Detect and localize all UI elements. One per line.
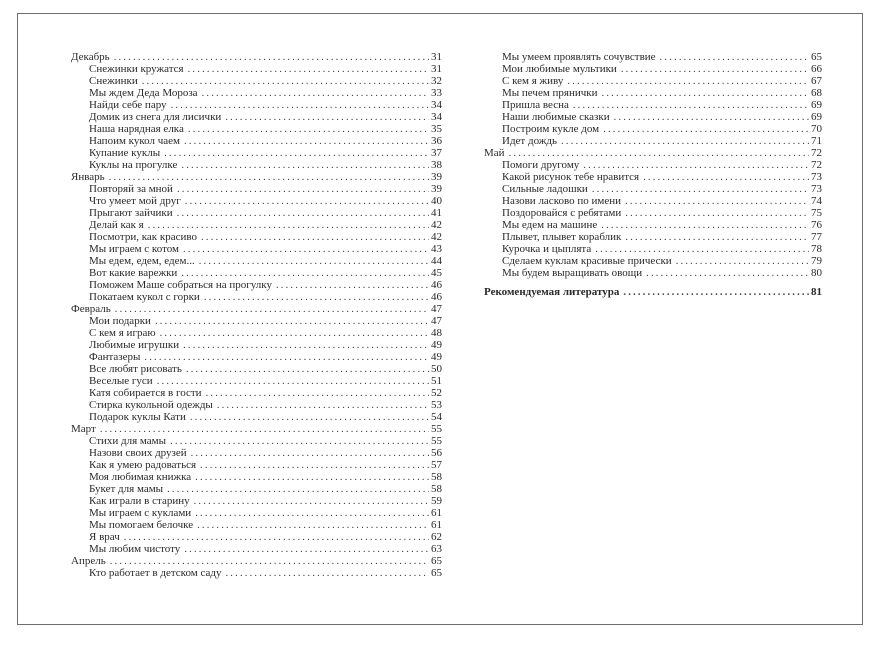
toc-entry-title: Наша нарядная елка bbox=[89, 123, 184, 135]
page-number: 75 bbox=[811, 207, 822, 219]
toc-section-title: Апрель bbox=[71, 555, 106, 567]
toc-item-row bbox=[71, 339, 442, 351]
toc-item-row bbox=[484, 135, 822, 147]
page-number: 79 bbox=[811, 255, 822, 267]
toc-entry-title: Мы помогаем белочке bbox=[89, 519, 194, 531]
page-number: 42 bbox=[431, 231, 442, 243]
page-number: 56 bbox=[431, 447, 442, 459]
toc-entry-title: Плывет, плывет кораблик bbox=[502, 231, 622, 243]
page-number: 78 bbox=[811, 243, 822, 255]
toc-entry-title: Идет дождь bbox=[502, 135, 558, 147]
page-number: 34 bbox=[431, 99, 442, 111]
toc-entry-title: Мои подарки bbox=[89, 315, 151, 327]
toc-item-row bbox=[71, 207, 442, 219]
page-number: 77 bbox=[811, 231, 822, 243]
toc-entry-title: Стирка кукольной одежды bbox=[89, 399, 213, 411]
toc-item-row bbox=[71, 243, 442, 255]
toc-item-row bbox=[71, 495, 442, 507]
page-number: 37 bbox=[431, 147, 442, 159]
page-number: 48 bbox=[431, 327, 442, 339]
page-number: 57 bbox=[431, 459, 442, 471]
toc-item-row bbox=[484, 195, 822, 207]
page-number: 58 bbox=[431, 471, 442, 483]
page-number: 31 bbox=[431, 63, 442, 75]
toc-section-header-row bbox=[71, 423, 442, 435]
page-number: 72 bbox=[811, 147, 822, 159]
toc-entry-title: Моя любимая книжка bbox=[89, 471, 192, 483]
toc-item-row bbox=[484, 51, 822, 63]
book-page bbox=[17, 13, 863, 625]
toc-entry-title: Мы играем с котом bbox=[89, 243, 179, 255]
toc-entry-title: Мы ждем Деда Мороза bbox=[89, 87, 198, 99]
toc-section-header-row bbox=[71, 303, 442, 315]
toc-entry-title: Поможем Маше собраться на прогулку bbox=[89, 279, 272, 291]
toc-entry-title: Букет для мамы bbox=[89, 483, 164, 495]
page-number: 62 bbox=[431, 531, 442, 543]
toc-item-row bbox=[484, 207, 822, 219]
page-number: 59 bbox=[431, 495, 442, 507]
toc-entry-title: Поздоровайся с ребятами bbox=[502, 207, 622, 219]
toc-item-row bbox=[484, 87, 822, 99]
toc-entry-title: Мы печем прянички bbox=[502, 87, 598, 99]
toc-column-right bbox=[484, 51, 822, 298]
toc-item-row bbox=[71, 231, 442, 243]
page-number: 31 bbox=[431, 51, 442, 63]
toc-entry-title: Делай как я bbox=[89, 219, 144, 231]
toc-column-left bbox=[71, 51, 442, 579]
toc-section-title: Февраль bbox=[71, 303, 111, 315]
page-number: 50 bbox=[431, 363, 442, 375]
toc-item-row bbox=[71, 375, 442, 387]
toc-item-row bbox=[484, 255, 822, 267]
toc-entry-title: Найди себе пару bbox=[89, 99, 167, 111]
page-number: 71 bbox=[811, 135, 822, 147]
toc-entry-title: Я врач bbox=[89, 531, 120, 543]
toc-item-row bbox=[71, 531, 442, 543]
page-number: 72 bbox=[811, 159, 822, 171]
page-number: 47 bbox=[431, 315, 442, 327]
toc-item-row bbox=[484, 267, 822, 279]
toc-item-row bbox=[484, 219, 822, 231]
toc-item-row bbox=[71, 255, 442, 267]
dot-leader bbox=[225, 567, 429, 580]
toc-item-row bbox=[71, 147, 442, 159]
page-number: 55 bbox=[431, 435, 442, 447]
toc-entry-title: Стихи для мамы bbox=[89, 435, 167, 447]
toc-entry-title: Курочка и цыплята bbox=[502, 243, 592, 255]
toc-item-row bbox=[71, 111, 442, 123]
toc-entry-title: Вот какие варежки bbox=[89, 267, 178, 279]
page-number: 81 bbox=[811, 286, 822, 298]
toc-item-row bbox=[71, 63, 442, 75]
page-number: 58 bbox=[431, 483, 442, 495]
page-number: 69 bbox=[811, 111, 822, 123]
toc-item-row bbox=[71, 363, 442, 375]
toc-item-row bbox=[71, 315, 442, 327]
toc-section-header-row bbox=[484, 147, 822, 159]
toc-section-header-row bbox=[71, 171, 442, 183]
page-number: 73 bbox=[811, 171, 822, 183]
page-number: 39 bbox=[431, 183, 442, 195]
toc-entry-title: Мы едем, едем, едем... bbox=[89, 255, 195, 267]
toc-entry-title: Повторяй за мной bbox=[89, 183, 173, 195]
page-number: 74 bbox=[811, 195, 822, 207]
page-number: 65 bbox=[811, 51, 822, 63]
toc-entry-title: Мы будем выращивать овощи bbox=[502, 267, 643, 279]
toc-entry-title: С кем я живу bbox=[502, 75, 564, 87]
toc-entry-title: Наши любимые сказки bbox=[502, 111, 610, 123]
toc-item-row bbox=[71, 519, 442, 531]
toc-entry-title: Как играли в старину bbox=[89, 495, 190, 507]
toc-entry-title: Снежинки bbox=[89, 75, 138, 87]
page-number: 80 bbox=[811, 267, 822, 279]
page-number: 61 bbox=[431, 519, 442, 531]
toc-item-row bbox=[71, 99, 442, 111]
page-number: 42 bbox=[431, 219, 442, 231]
page-number: 46 bbox=[431, 291, 442, 303]
page-number: 54 bbox=[431, 411, 442, 423]
toc-entry-title: Мы любим чистоту bbox=[89, 543, 181, 555]
page-number: 65 bbox=[431, 555, 442, 567]
toc-item-row bbox=[71, 267, 442, 279]
toc-item-row bbox=[71, 459, 442, 471]
toc-item-row bbox=[484, 183, 822, 195]
toc-entry-title: Снежинки кружатся bbox=[89, 63, 184, 75]
page-number: 53 bbox=[431, 399, 442, 411]
toc-item-row bbox=[71, 435, 442, 447]
page-number: 66 bbox=[811, 63, 822, 75]
page-number: 41 bbox=[431, 207, 442, 219]
page-number: 49 bbox=[431, 339, 442, 351]
page-number: 43 bbox=[431, 243, 442, 255]
toc-section-header-row bbox=[71, 51, 442, 63]
toc-item-row bbox=[71, 123, 442, 135]
toc-entry-title: Какой рисунок тебе нравится bbox=[502, 171, 640, 183]
toc-item-row bbox=[484, 171, 822, 183]
toc-item-row bbox=[71, 291, 442, 303]
page-number: 69 bbox=[811, 99, 822, 111]
toc-entry-title: Мы едем на машине bbox=[502, 219, 598, 231]
toc-entry-title: Купание куклы bbox=[89, 147, 161, 159]
toc-item-row bbox=[484, 99, 822, 111]
page-number: 44 bbox=[431, 255, 442, 267]
page-number: 34 bbox=[431, 111, 442, 123]
toc-entry-title: Построим кукле дом bbox=[502, 123, 600, 135]
toc-entry-title: Мы играем с куклами bbox=[89, 507, 192, 519]
page-number: 51 bbox=[431, 375, 442, 387]
toc-item-row bbox=[484, 159, 822, 171]
page-number: 46 bbox=[431, 279, 442, 291]
toc-entry-title: Сделаем куклам красивые прически bbox=[502, 255, 672, 267]
toc-item-row bbox=[71, 411, 442, 423]
toc-entry-title: Назови ласково по имени bbox=[502, 195, 621, 207]
toc-item-row bbox=[71, 447, 442, 459]
toc-entry-title: Напоим кукол чаем bbox=[89, 135, 180, 147]
toc-item-row bbox=[71, 183, 442, 195]
toc-entry-title: Все любят рисовать bbox=[89, 363, 182, 375]
toc-section-title: Рекомендуемая литература bbox=[484, 286, 620, 298]
dot-leader bbox=[646, 267, 809, 280]
page-number: 35 bbox=[431, 123, 442, 135]
dot-leader bbox=[623, 286, 809, 299]
toc-entry-title: Что умеет мой друг bbox=[89, 195, 181, 207]
toc-entry-title: С кем я играю bbox=[89, 327, 156, 339]
toc-section-title: Декабрь bbox=[71, 51, 110, 63]
toc-section-header-row bbox=[71, 555, 442, 567]
page-number: 32 bbox=[431, 75, 442, 87]
toc-entry-title: Подарок куклы Кати bbox=[89, 411, 186, 423]
toc-item-row bbox=[71, 159, 442, 171]
toc-entry-title: Куклы на прогулке bbox=[89, 159, 178, 171]
toc-item-row bbox=[484, 111, 822, 123]
toc-item-row bbox=[71, 135, 442, 147]
toc-section-title: Январь bbox=[71, 171, 105, 183]
toc-item-row bbox=[71, 507, 442, 519]
toc-entry-title: Прыгают зайчики bbox=[89, 207, 173, 219]
toc-item-row bbox=[71, 483, 442, 495]
page-number: 73 bbox=[811, 183, 822, 195]
page-number: 33 bbox=[431, 87, 442, 99]
toc-entry-title: Веселые гуси bbox=[89, 375, 153, 387]
toc-item-row bbox=[71, 327, 442, 339]
toc-section-header-row bbox=[484, 286, 822, 298]
toc-item-row bbox=[71, 279, 442, 291]
toc-item-row bbox=[71, 351, 442, 363]
toc-item-row bbox=[484, 231, 822, 243]
toc-entry-title: Пришла весна bbox=[502, 99, 569, 111]
toc-entry-title: Домик из снега для лисички bbox=[89, 111, 222, 123]
page-number: 52 bbox=[431, 387, 442, 399]
toc-item-row bbox=[484, 123, 822, 135]
toc-entry-title: Покатаем кукол с горки bbox=[89, 291, 200, 303]
page-number: 49 bbox=[431, 351, 442, 363]
page-number: 65 bbox=[431, 567, 442, 579]
toc-entry-title: Посмотри, как красиво bbox=[89, 231, 198, 243]
page-number: 36 bbox=[431, 135, 442, 147]
page-number: 68 bbox=[811, 87, 822, 99]
toc-entry-title: Кто работает в детском саду bbox=[89, 567, 222, 579]
toc-item-row bbox=[71, 471, 442, 483]
toc-item-row bbox=[71, 543, 442, 555]
page-number: 45 bbox=[431, 267, 442, 279]
page-number: 63 bbox=[431, 543, 442, 555]
toc-section-title: Май bbox=[484, 147, 505, 159]
toc-entry-title: Мои любимые мультики bbox=[502, 63, 617, 75]
page-number: 39 bbox=[431, 171, 442, 183]
toc-item-row bbox=[71, 219, 442, 231]
page-number: 76 bbox=[811, 219, 822, 231]
toc-entry-title: Помоги другому bbox=[502, 159, 580, 171]
toc-item-row bbox=[484, 63, 822, 75]
toc-entry-title: Любимые игрушки bbox=[89, 339, 180, 351]
toc-item-row bbox=[71, 399, 442, 411]
toc-item-row bbox=[484, 75, 822, 87]
page-number: 67 bbox=[811, 75, 822, 87]
toc-item-row bbox=[71, 567, 442, 579]
page-number: 47 bbox=[431, 303, 442, 315]
toc-entry-title: Как я умею радоваться bbox=[89, 459, 197, 471]
toc-section-title: Март bbox=[71, 423, 96, 435]
page-number: 61 bbox=[431, 507, 442, 519]
toc-entry-title: Фантазеры bbox=[89, 351, 141, 363]
toc-item-row bbox=[71, 87, 442, 99]
toc-entry-title: Назови своих друзей bbox=[89, 447, 187, 459]
page-number: 38 bbox=[431, 159, 442, 171]
toc-item-row bbox=[71, 195, 442, 207]
page-number: 55 bbox=[431, 423, 442, 435]
toc-item-row bbox=[484, 243, 822, 255]
page-number: 70 bbox=[811, 123, 822, 135]
toc-entry-title: Катя собирается в гости bbox=[89, 387, 202, 399]
page-number: 40 bbox=[431, 195, 442, 207]
toc-entry-title: Сильные ладошки bbox=[502, 183, 588, 195]
toc-entry-title: Мы умеем проявлять сочувствие bbox=[502, 51, 656, 63]
toc-item-row bbox=[71, 75, 442, 87]
toc-item-row bbox=[71, 387, 442, 399]
